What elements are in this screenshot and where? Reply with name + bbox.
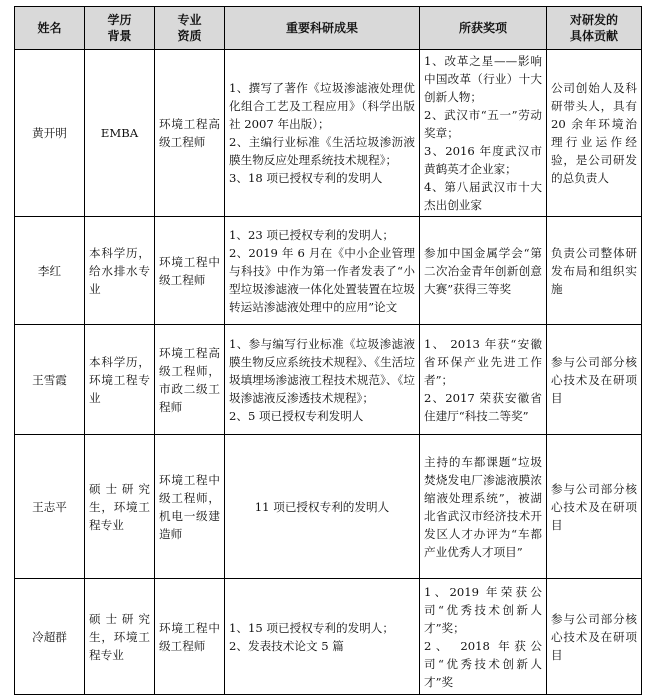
header-row xyxy=(15,7,642,50)
award-item: 主持的车都课题“垃圾焚烧发电厂渗滤液膜浓缩液处理系统”，被湖北省武汉市经济技术开发区人才办评为“车都产业优秀人才项目” xyxy=(424,454,542,559)
award-item: 1、 2013 年获“安徽省环保产业先进工作者”； xyxy=(424,336,542,387)
awards xyxy=(420,325,547,435)
education-background: 硕士研究生，环境工程专业 xyxy=(85,435,155,579)
education-background: EMBA xyxy=(85,50,155,217)
professional-qualification: 环境工程高级工程师 xyxy=(155,50,225,217)
professional-qualification: 环境工程中级工程师 xyxy=(155,579,225,695)
research-achievements xyxy=(225,435,420,579)
education-background: 本科学历，给水排水专业 xyxy=(85,217,155,325)
awards xyxy=(420,50,547,217)
research-achievements xyxy=(225,325,420,435)
achievement-item: 1、撰写了著作《垃圾渗滤液处理优化组合工艺及工程应用》（科学出版社 2007 年出版）； xyxy=(229,81,415,131)
table-row xyxy=(15,579,642,695)
award-item: 2、 2018 年获公司“优秀技术创新人才”奖 xyxy=(424,638,542,689)
achievement-item: 1、15 项已授权专利的发明人； xyxy=(229,620,394,635)
research-achievements xyxy=(225,579,420,695)
header-achievements: 重要科研成果 xyxy=(225,7,420,50)
header-qualification: 专业 资质 xyxy=(155,7,225,50)
research-achievements xyxy=(225,217,420,325)
professional-qualification: 环境工程高级工程师，市政二级工程师 xyxy=(155,325,225,435)
person-name: 冷超群 xyxy=(15,579,85,695)
person-name: 李红 xyxy=(15,217,85,325)
header-contribution: 对研发的 具体贡献 xyxy=(547,7,642,50)
rd-contribution: 参与公司部分核心技术及在研项目 xyxy=(547,435,642,579)
achievement-item: 11 项已授权专利的发明人 xyxy=(254,499,390,514)
rd-contribution: 公司创始人及科研带头人，具有 20 余年环境治理行业运作经验，是公司研发的总负责人 xyxy=(547,50,642,217)
awards xyxy=(420,579,547,695)
achievement-item: 2、主编行业标准《生活垃圾渗沥液膜生物反应处理系统技术规程》； xyxy=(229,135,415,167)
rd-personnel-table xyxy=(14,6,642,695)
professional-qualification: 环境工程中级工程师，机电一级建造师 xyxy=(155,435,225,579)
award-item: 2、2017 荣获安徽省住建厅“科技二等奖” xyxy=(424,390,542,423)
achievement-item: 2、5 项已授权专利发明人 xyxy=(229,408,364,423)
rd-contribution: 参与公司部分核心技术及在研项目 xyxy=(547,325,642,435)
achievement-item: 2、发表技术论文 5 篇 xyxy=(229,638,344,653)
header-awards: 所获奖项 xyxy=(420,7,547,50)
rd-contribution: 负责公司整体研发布局和组织实施 xyxy=(547,217,642,325)
award-item: 2、武汉市“五一”劳动奖章； xyxy=(424,108,542,140)
achievement-item: 1、参与编写行业标准《垃圾渗滤液膜生物反应系统技术规程》、《生活垃圾填埋场渗滤液工程技术规范》、《垃圾渗滤液反渗透技术规程》； xyxy=(229,336,415,405)
table-row xyxy=(15,435,642,579)
award-item: 4、第八届武汉市十大杰出创业家 xyxy=(424,180,542,212)
achievement-item: 1、23 项已授权专利的发明人； xyxy=(229,227,394,242)
award-item: 参加中国金属学会“第二次冶金青年创新创意大赛”获得三等奖 xyxy=(424,245,542,296)
table-row xyxy=(15,325,642,435)
award-item: 3、2016 年度武汉市黄鹤英才企业家； xyxy=(424,144,542,176)
table-row xyxy=(15,50,642,217)
table-row xyxy=(15,217,642,325)
achievement-item: 2、2019 年 6 月在《中小企业管理与科技》中作为第一作者发表了“小型垃圾渗滤液一体化处置装置在垃圾转运站渗滤液处理中的应用”论文 xyxy=(229,245,415,314)
award-item: 1、2019 年荣获公司“优秀技术创新人才”奖； xyxy=(424,584,542,635)
header-name: 姓名 xyxy=(15,7,85,50)
awards xyxy=(420,435,547,579)
header-education: 学历 背景 xyxy=(85,7,155,50)
research-achievements xyxy=(225,50,420,217)
education-background: 本科学历，环境工程专业 xyxy=(85,325,155,435)
person-name: 王雪霞 xyxy=(15,325,85,435)
awards xyxy=(420,217,547,325)
achievement-item: 3、18 项已授权专利的发明人 xyxy=(229,171,383,185)
award-item: 1、改革之星——影响中国改革（行业）十大创新人物； xyxy=(424,54,542,104)
professional-qualification: 环境工程中级工程师 xyxy=(155,217,225,325)
person-name: 黄开明 xyxy=(15,50,85,217)
rd-contribution: 参与公司部分核心技术及在研项目 xyxy=(547,579,642,695)
person-name: 王志平 xyxy=(15,435,85,579)
education-background: 硕士研究生，环境工程专业 xyxy=(85,579,155,695)
